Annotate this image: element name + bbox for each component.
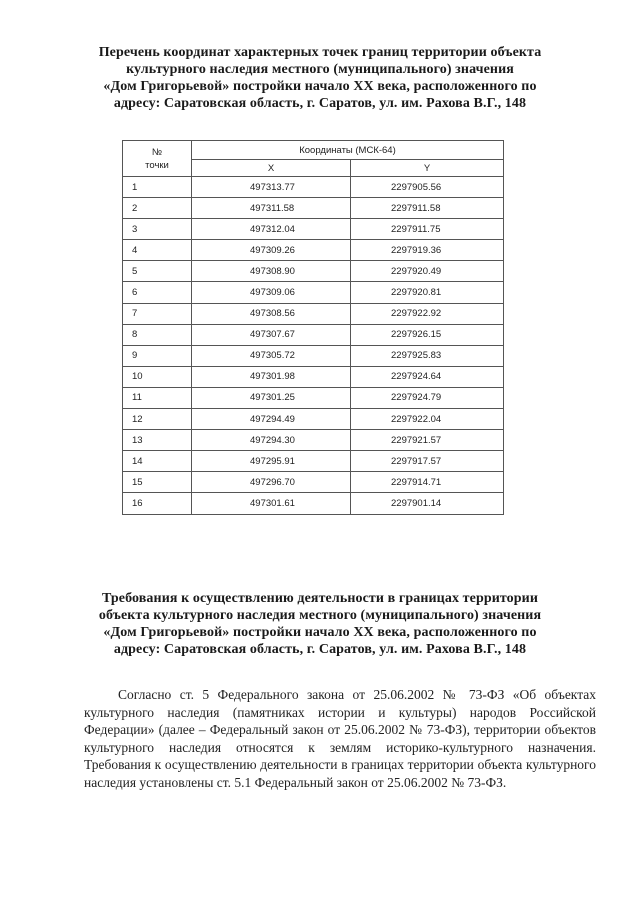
heading-line: Требования к осуществлению деятельности в границах территории	[102, 591, 538, 606]
y-coordinate-cell: 2297924.79	[351, 387, 504, 408]
x-column-header: X	[192, 160, 351, 177]
y-coordinate-cell: 2297901.14	[351, 493, 504, 514]
y-coordinate-cell: 2297921.57	[351, 430, 504, 451]
requirements-heading	[70, 590, 570, 658]
y-coordinate-cell: 2297911.75	[351, 219, 504, 240]
y-coordinate-cell: 2297925.83	[351, 345, 504, 366]
y-coordinate-cell: 2297920.49	[351, 261, 504, 282]
coordinates-group-header: Координаты (МСК-64)	[192, 141, 504, 160]
table-row	[123, 177, 504, 198]
table-row	[123, 345, 504, 366]
x-coordinate-cell: 497313.77	[192, 177, 351, 198]
x-coordinate-cell: 497296.70	[192, 472, 351, 493]
table-row	[123, 324, 504, 345]
heading-line: Перечень координат характерных точек границ территории объекта	[98, 45, 542, 60]
x-coordinate-cell: 497312.04	[192, 219, 351, 240]
point-number-cell: 11	[123, 387, 192, 408]
point-number-cell: 9	[123, 345, 192, 366]
point-number-cell: 5	[123, 261, 192, 282]
point-number-cell: 7	[123, 303, 192, 324]
y-coordinate-cell: 2297926.15	[351, 324, 504, 345]
x-coordinate-cell: 497311.58	[192, 198, 351, 219]
point-number-header-line1: №	[151, 146, 163, 158]
x-coordinate-cell: 497301.25	[192, 387, 351, 408]
y-column-header: Y	[351, 160, 504, 177]
table-row	[123, 303, 504, 324]
table-row	[123, 198, 504, 219]
point-number-header	[123, 141, 192, 177]
x-coordinate-cell: 497308.56	[192, 303, 351, 324]
x-coordinate-cell: 497301.61	[192, 493, 351, 514]
table-row	[123, 261, 504, 282]
y-coordinate-cell: 2297919.36	[351, 240, 504, 261]
heading-line: адресу: Саратовская область, г. Саратов, ул. им. Рахова В.Г., 148	[113, 642, 527, 657]
x-coordinate-cell: 497294.30	[192, 430, 351, 451]
point-number-cell: 8	[123, 324, 192, 345]
y-coordinate-cell: 2297911.58	[351, 198, 504, 219]
point-number-cell: 6	[123, 282, 192, 303]
heading-line: объекта культурного наследия местного (муниципального) значения	[98, 608, 542, 623]
point-number-cell: 4	[123, 240, 192, 261]
heading-line: культурного наследия местного (муниципального) значения	[126, 62, 514, 77]
point-number-cell: 1	[123, 177, 192, 198]
y-coordinate-cell: 2297914.71	[351, 472, 504, 493]
table-row	[123, 430, 504, 451]
table-row	[123, 282, 504, 303]
x-coordinate-cell: 497305.72	[192, 345, 351, 366]
point-number-cell: 16	[123, 493, 192, 514]
table-row	[123, 409, 504, 430]
table-row	[123, 493, 504, 514]
point-number-header-line2: точки	[145, 159, 169, 171]
body-paragraph: Согласно ст. 5 Федерального закона от 25.06.2002 № 73-ФЗ «Об объектах культурного наследия (памятниках истории и культуры) народов Российской Федерации» (далее – Федеральный закон от 25.06.2002 № 73-ФЗ), территории объектов культурного наследия относятся к землям историко-культурного назначения. Требования к осуществлению деятельности в границах территории объекта культурного наследия установлены ст. 5.1 Федеральный закон от 25.06.2002 № 73-ФЗ.	[84, 687, 596, 790]
heading-line: адресу: Саратовская область, г. Саратов, ул. им. Рахова В.Г., 148	[113, 96, 527, 111]
x-coordinate-cell: 497301.98	[192, 366, 351, 387]
x-coordinate-cell: 497309.06	[192, 282, 351, 303]
point-number-cell: 2	[123, 198, 192, 219]
point-number-cell: 3	[123, 219, 192, 240]
x-coordinate-cell: 497308.90	[192, 261, 351, 282]
table-row	[123, 219, 504, 240]
table-row	[123, 366, 504, 387]
y-coordinate-cell: 2297905.56	[351, 177, 504, 198]
y-coordinate-cell: 2297920.81	[351, 282, 504, 303]
x-coordinate-cell: 497307.67	[192, 324, 351, 345]
x-coordinate-cell: 497309.26	[192, 240, 351, 261]
point-number-cell: 14	[123, 451, 192, 472]
heading-line: «Дом Григорьевой» постройки начало XX века, расположенного по	[103, 79, 537, 94]
y-coordinate-cell: 2297924.64	[351, 366, 504, 387]
y-coordinate-cell: 2297917.57	[351, 451, 504, 472]
table-row	[123, 387, 504, 408]
table-row	[123, 240, 504, 261]
y-coordinate-cell: 2297922.04	[351, 409, 504, 430]
point-number-cell: 15	[123, 472, 192, 493]
point-number-cell: 10	[123, 366, 192, 387]
table-row	[123, 472, 504, 493]
point-number-cell: 12	[123, 409, 192, 430]
coordinates-list-heading	[70, 44, 570, 112]
coordinates-table	[122, 140, 504, 515]
y-coordinate-cell: 2297922.92	[351, 303, 504, 324]
point-number-cell: 13	[123, 430, 192, 451]
x-coordinate-cell: 497295.91	[192, 451, 351, 472]
heading-line: «Дом Григорьевой» постройки начало XX века, расположенного по	[103, 625, 537, 640]
table-row	[123, 451, 504, 472]
x-coordinate-cell: 497294.49	[192, 409, 351, 430]
